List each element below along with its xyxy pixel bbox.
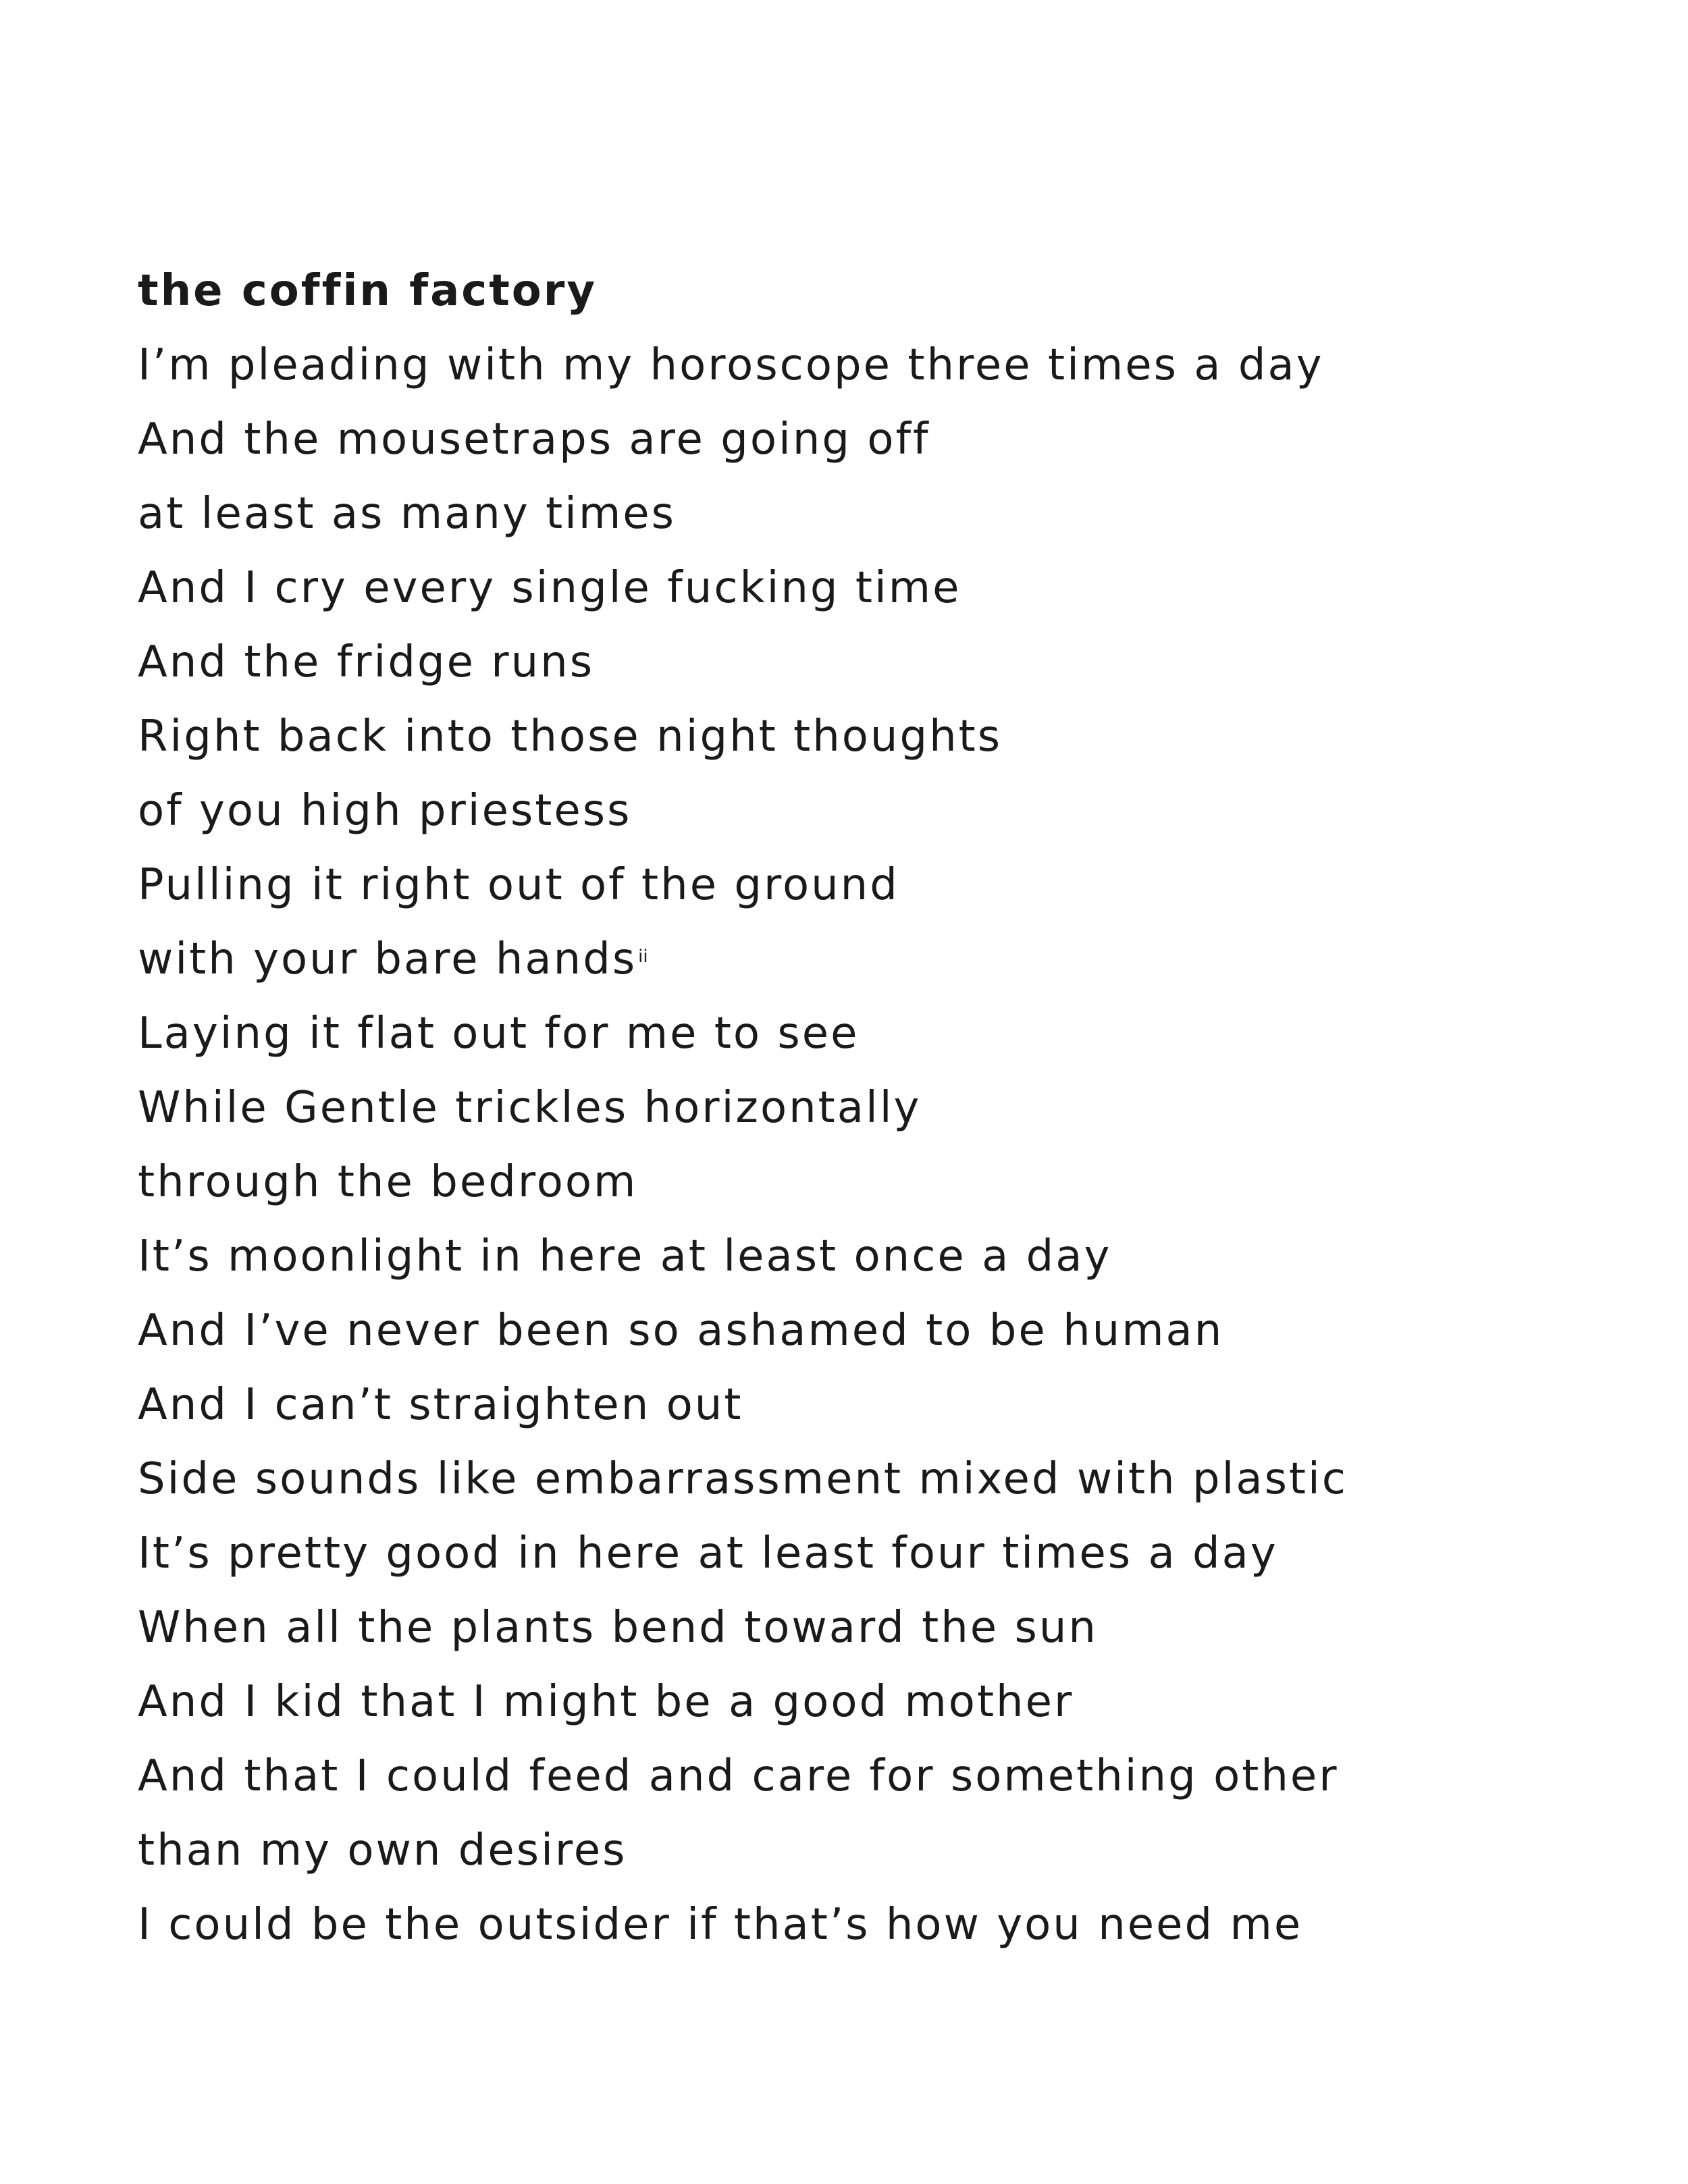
poem-line: Pulling it right out of the ground [138, 860, 899, 910]
poem-line: And the fridge runs [138, 637, 595, 687]
poem-line: Side sounds like embarrassment mixed with plastic [138, 1454, 1348, 1504]
poem-line-text: with your bare hands [138, 934, 637, 984]
poem-line: than my own desires [138, 1826, 627, 1875]
poem-line: It’s pretty good in here at least four times a day [138, 1528, 1278, 1578]
poem-line: While Gentle trickles horizontally [138, 1083, 922, 1133]
poem-line: And that I could feed and care for something other [138, 1751, 1339, 1801]
poem-line: I’m pleading with my horoscope three times a day [138, 340, 1324, 390]
poem-line: And the mousetraps are going off [138, 415, 930, 464]
poem-line: Right back into those night thoughts [138, 712, 1003, 762]
poem-line: And I can’t straighten out [138, 1380, 743, 1430]
poem-line: at least as many times [138, 489, 676, 539]
poem-line: When all the plants bend toward the sun [138, 1603, 1098, 1653]
poem-line: And I cry every single fucking time [138, 563, 961, 613]
poem-line-with-footnote [138, 936, 1556, 1010]
footnote-marker[interactable]: ii [638, 947, 648, 967]
poem-line: Laying it flat out for me to see [138, 1009, 860, 1059]
poem-title: the coffin factory [138, 266, 598, 316]
poem [138, 267, 1556, 1975]
poem-line: I could be the outsider if that’s how you need me [138, 1900, 1303, 1950]
poem-line: And I kid that I might be a good mother [138, 1677, 1074, 1727]
poem-line: of you high priestess [138, 786, 632, 836]
poem-line: through the bedroom [138, 1157, 638, 1207]
poem-line: It’s moonlight in here at least once a day [138, 1231, 1112, 1281]
poem-line: And I’ve never been so ashamed to be human [138, 1306, 1224, 1356]
